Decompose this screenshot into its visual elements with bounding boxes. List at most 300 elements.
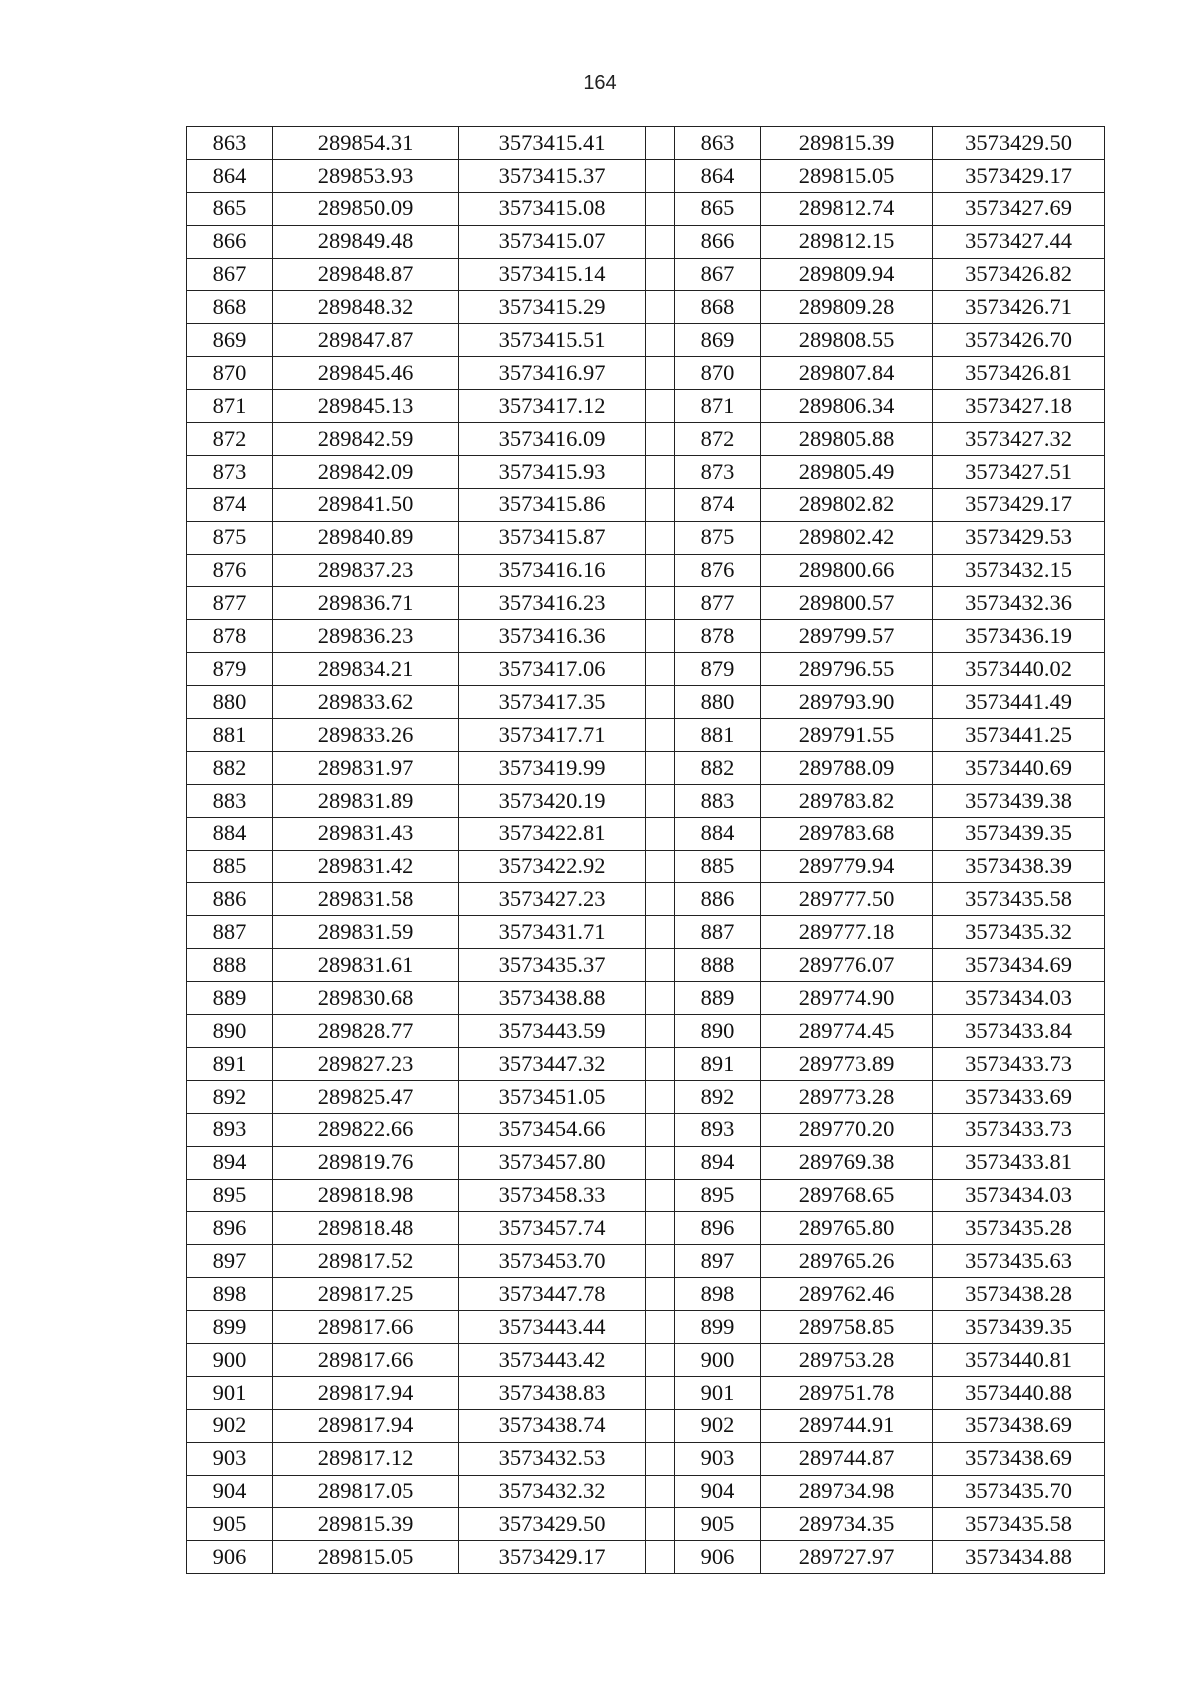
x-coordinate-cell: 289753.28 (761, 1343, 933, 1376)
y-coordinate-cell: 3573432.36 (933, 587, 1105, 620)
y-coordinate-cell: 3573435.63 (933, 1245, 1105, 1278)
x-coordinate-cell: 289758.85 (761, 1311, 933, 1344)
x-coordinate-cell: 289773.89 (761, 1047, 933, 1080)
point-number-cell: 879 (675, 653, 761, 686)
point-number-cell: 885 (675, 850, 761, 883)
x-coordinate-cell: 289836.23 (273, 620, 459, 653)
point-number-cell: 881 (187, 719, 273, 752)
point-number-cell: 871 (675, 390, 761, 423)
point-number-cell: 896 (675, 1212, 761, 1245)
table-row (187, 1179, 1105, 1212)
point-number-cell: 891 (187, 1047, 273, 1080)
y-coordinate-cell: 3573415.29 (459, 291, 646, 324)
point-number-cell: 890 (675, 1015, 761, 1048)
x-coordinate-cell: 289815.39 (761, 127, 933, 160)
spacer-cell (646, 159, 675, 192)
table-row (187, 291, 1105, 324)
point-number-cell: 890 (187, 1015, 273, 1048)
x-coordinate-cell: 289815.05 (761, 159, 933, 192)
x-coordinate-cell: 289809.28 (761, 291, 933, 324)
point-number-cell: 866 (675, 225, 761, 258)
point-number-cell: 898 (675, 1278, 761, 1311)
point-number-cell: 873 (187, 455, 273, 488)
x-coordinate-cell: 289831.61 (273, 949, 459, 982)
table-row (187, 357, 1105, 390)
x-coordinate-cell: 289817.12 (273, 1442, 459, 1475)
table-row (187, 1015, 1105, 1048)
y-coordinate-cell: 3573438.39 (933, 850, 1105, 883)
spacer-cell (646, 719, 675, 752)
y-coordinate-cell: 3573426.71 (933, 291, 1105, 324)
y-coordinate-cell: 3573427.23 (459, 883, 646, 916)
point-number-cell: 899 (675, 1311, 761, 1344)
y-coordinate-cell: 3573457.80 (459, 1146, 646, 1179)
x-coordinate-cell: 289762.46 (761, 1278, 933, 1311)
x-coordinate-cell: 289831.89 (273, 784, 459, 817)
spacer-cell (646, 916, 675, 949)
y-coordinate-cell: 3573433.73 (933, 1113, 1105, 1146)
y-coordinate-cell: 3573447.78 (459, 1278, 646, 1311)
y-coordinate-cell: 3573438.28 (933, 1278, 1105, 1311)
x-coordinate-cell: 289817.94 (273, 1376, 459, 1409)
y-coordinate-cell: 3573435.28 (933, 1212, 1105, 1245)
x-coordinate-cell: 289777.18 (761, 916, 933, 949)
x-coordinate-cell: 289744.91 (761, 1409, 933, 1442)
spacer-cell (646, 1245, 675, 1278)
x-coordinate-cell: 289831.59 (273, 916, 459, 949)
point-number-cell: 896 (187, 1212, 273, 1245)
spacer-cell (646, 784, 675, 817)
x-coordinate-cell: 289825.47 (273, 1080, 459, 1113)
x-coordinate-cell: 289849.48 (273, 225, 459, 258)
point-number-cell: 900 (675, 1343, 761, 1376)
y-coordinate-cell: 3573416.09 (459, 423, 646, 456)
y-coordinate-cell: 3573429.50 (933, 127, 1105, 160)
table-row (187, 1080, 1105, 1113)
point-number-cell: 904 (675, 1475, 761, 1508)
x-coordinate-cell: 289765.26 (761, 1245, 933, 1278)
y-coordinate-cell: 3573438.74 (459, 1409, 646, 1442)
point-number-cell: 894 (187, 1146, 273, 1179)
x-coordinate-cell: 289744.87 (761, 1442, 933, 1475)
point-number-cell: 902 (187, 1409, 273, 1442)
point-number-cell: 872 (675, 423, 761, 456)
x-coordinate-cell: 289840.89 (273, 521, 459, 554)
point-number-cell: 906 (187, 1541, 273, 1574)
point-number-cell: 897 (675, 1245, 761, 1278)
spacer-cell (646, 357, 675, 390)
point-number-cell: 880 (675, 686, 761, 719)
point-number-cell: 883 (187, 784, 273, 817)
x-coordinate-cell: 289817.66 (273, 1311, 459, 1344)
x-coordinate-cell: 289819.76 (273, 1146, 459, 1179)
x-coordinate-cell: 289833.62 (273, 686, 459, 719)
point-number-cell: 900 (187, 1343, 273, 1376)
y-coordinate-cell: 3573416.97 (459, 357, 646, 390)
y-coordinate-cell: 3573447.32 (459, 1047, 646, 1080)
spacer-cell (646, 751, 675, 784)
x-coordinate-cell: 289817.94 (273, 1409, 459, 1442)
table-row (187, 850, 1105, 883)
point-number-cell: 864 (675, 159, 761, 192)
table-row (187, 324, 1105, 357)
spacer-cell (646, 488, 675, 521)
table-row (187, 1212, 1105, 1245)
y-coordinate-cell: 3573427.18 (933, 390, 1105, 423)
y-coordinate-cell: 3573417.06 (459, 653, 646, 686)
y-coordinate-cell: 3573416.36 (459, 620, 646, 653)
y-coordinate-cell: 3573426.70 (933, 324, 1105, 357)
x-coordinate-cell: 289805.49 (761, 455, 933, 488)
point-number-cell: 868 (187, 291, 273, 324)
table-row (187, 751, 1105, 784)
y-coordinate-cell: 3573443.42 (459, 1343, 646, 1376)
y-coordinate-cell: 3573438.83 (459, 1376, 646, 1409)
x-coordinate-cell: 289779.94 (761, 850, 933, 883)
x-coordinate-cell: 289788.09 (761, 751, 933, 784)
spacer-cell (646, 1475, 675, 1508)
x-coordinate-cell: 289853.93 (273, 159, 459, 192)
spacer-cell (646, 1508, 675, 1541)
y-coordinate-cell: 3573453.70 (459, 1245, 646, 1278)
x-coordinate-cell: 289796.55 (761, 653, 933, 686)
spacer-cell (646, 982, 675, 1015)
table-row (187, 1146, 1105, 1179)
x-coordinate-cell: 289817.05 (273, 1475, 459, 1508)
table-row (187, 949, 1105, 982)
y-coordinate-cell: 3573417.71 (459, 719, 646, 752)
x-coordinate-cell: 289830.68 (273, 982, 459, 1015)
point-number-cell: 869 (187, 324, 273, 357)
table-row (187, 1541, 1105, 1574)
y-coordinate-cell: 3573415.07 (459, 225, 646, 258)
table-row (187, 1343, 1105, 1376)
x-coordinate-cell: 289854.31 (273, 127, 459, 160)
point-number-cell: 886 (187, 883, 273, 916)
y-coordinate-cell: 3573435.32 (933, 916, 1105, 949)
spacer-cell (646, 324, 675, 357)
y-coordinate-cell: 3573426.82 (933, 258, 1105, 291)
y-coordinate-cell: 3573416.16 (459, 554, 646, 587)
x-coordinate-cell: 289774.45 (761, 1015, 933, 1048)
table-row (187, 982, 1105, 1015)
x-coordinate-cell: 289847.87 (273, 324, 459, 357)
point-number-cell: 889 (187, 982, 273, 1015)
point-number-cell: 863 (187, 127, 273, 160)
table-row (187, 1278, 1105, 1311)
point-number-cell: 868 (675, 291, 761, 324)
y-coordinate-cell: 3573427.32 (933, 423, 1105, 456)
y-coordinate-cell: 3573436.19 (933, 620, 1105, 653)
y-coordinate-cell: 3573427.44 (933, 225, 1105, 258)
table-row (187, 521, 1105, 554)
y-coordinate-cell: 3573429.53 (933, 521, 1105, 554)
x-coordinate-cell: 289831.58 (273, 883, 459, 916)
x-coordinate-cell: 289845.46 (273, 357, 459, 390)
x-coordinate-cell: 289815.39 (273, 1508, 459, 1541)
point-number-cell: 866 (187, 225, 273, 258)
x-coordinate-cell: 289800.66 (761, 554, 933, 587)
spacer-cell (646, 949, 675, 982)
y-coordinate-cell: 3573458.33 (459, 1179, 646, 1212)
x-coordinate-cell: 289845.13 (273, 390, 459, 423)
table-row (187, 159, 1105, 192)
table-row (187, 916, 1105, 949)
y-coordinate-cell: 3573422.92 (459, 850, 646, 883)
x-coordinate-cell: 289817.25 (273, 1278, 459, 1311)
y-coordinate-cell: 3573432.32 (459, 1475, 646, 1508)
x-coordinate-cell: 289842.09 (273, 455, 459, 488)
spacer-cell (646, 554, 675, 587)
y-coordinate-cell: 3573434.69 (933, 949, 1105, 982)
x-coordinate-cell: 289734.35 (761, 1508, 933, 1541)
x-coordinate-cell: 289800.57 (761, 587, 933, 620)
point-number-cell: 869 (675, 324, 761, 357)
point-number-cell: 887 (675, 916, 761, 949)
spacer-cell (646, 587, 675, 620)
point-number-cell: 863 (675, 127, 761, 160)
x-coordinate-cell: 289831.97 (273, 751, 459, 784)
y-coordinate-cell: 3573433.84 (933, 1015, 1105, 1048)
y-coordinate-cell: 3573429.50 (459, 1508, 646, 1541)
point-number-cell: 878 (187, 620, 273, 653)
table-row (187, 1508, 1105, 1541)
point-number-cell: 897 (187, 1245, 273, 1278)
x-coordinate-cell: 289827.23 (273, 1047, 459, 1080)
y-coordinate-cell: 3573454.66 (459, 1113, 646, 1146)
y-coordinate-cell: 3573417.12 (459, 390, 646, 423)
x-coordinate-cell: 289831.43 (273, 817, 459, 850)
spacer-cell (646, 1311, 675, 1344)
x-coordinate-cell: 289773.28 (761, 1080, 933, 1113)
spacer-cell (646, 1409, 675, 1442)
point-number-cell: 877 (187, 587, 273, 620)
table-row (187, 127, 1105, 160)
y-coordinate-cell: 3573443.44 (459, 1311, 646, 1344)
point-number-cell: 895 (187, 1179, 273, 1212)
point-number-cell: 873 (675, 455, 761, 488)
y-coordinate-cell: 3573439.35 (933, 1311, 1105, 1344)
y-coordinate-cell: 3573415.93 (459, 455, 646, 488)
y-coordinate-cell: 3573434.03 (933, 982, 1105, 1015)
y-coordinate-cell: 3573457.74 (459, 1212, 646, 1245)
x-coordinate-cell: 289802.82 (761, 488, 933, 521)
spacer-cell (646, 1047, 675, 1080)
x-coordinate-cell: 289848.32 (273, 291, 459, 324)
point-number-cell: 864 (187, 159, 273, 192)
x-coordinate-cell: 289842.59 (273, 423, 459, 456)
table-row (187, 817, 1105, 850)
table-row (187, 686, 1105, 719)
x-coordinate-cell: 289836.71 (273, 587, 459, 620)
y-coordinate-cell: 3573438.88 (459, 982, 646, 1015)
x-coordinate-cell: 289837.23 (273, 554, 459, 587)
point-number-cell: 887 (187, 916, 273, 949)
page-number: 164 (583, 72, 617, 94)
y-coordinate-cell: 3573422.81 (459, 817, 646, 850)
spacer-cell (646, 1146, 675, 1179)
point-number-cell: 882 (675, 751, 761, 784)
y-coordinate-cell: 3573440.88 (933, 1376, 1105, 1409)
point-number-cell: 878 (675, 620, 761, 653)
x-coordinate-cell: 289815.05 (273, 1541, 459, 1574)
x-coordinate-cell: 289818.98 (273, 1179, 459, 1212)
point-number-cell: 904 (187, 1475, 273, 1508)
y-coordinate-cell: 3573417.35 (459, 686, 646, 719)
x-coordinate-cell: 289807.84 (761, 357, 933, 390)
point-number-cell: 884 (675, 817, 761, 850)
y-coordinate-cell: 3573440.81 (933, 1343, 1105, 1376)
y-coordinate-cell: 3573427.69 (933, 192, 1105, 225)
y-coordinate-cell: 3573440.02 (933, 653, 1105, 686)
point-number-cell: 880 (187, 686, 273, 719)
y-coordinate-cell: 3573435.58 (933, 883, 1105, 916)
point-number-cell: 898 (187, 1278, 273, 1311)
spacer-cell (646, 850, 675, 883)
table-row (187, 455, 1105, 488)
point-number-cell: 870 (675, 357, 761, 390)
y-coordinate-cell: 3573431.71 (459, 916, 646, 949)
point-number-cell: 884 (187, 817, 273, 850)
y-coordinate-cell: 3573441.25 (933, 719, 1105, 752)
point-number-cell: 889 (675, 982, 761, 1015)
x-coordinate-cell: 289818.48 (273, 1212, 459, 1245)
y-coordinate-cell: 3573415.51 (459, 324, 646, 357)
table-row (187, 620, 1105, 653)
point-number-cell: 867 (187, 258, 273, 291)
spacer-cell (646, 521, 675, 554)
point-number-cell: 874 (187, 488, 273, 521)
spacer-cell (646, 1179, 675, 1212)
point-number-cell: 886 (675, 883, 761, 916)
point-number-cell: 881 (675, 719, 761, 752)
point-number-cell: 888 (187, 949, 273, 982)
point-number-cell: 870 (187, 357, 273, 390)
y-coordinate-cell: 3573433.73 (933, 1047, 1105, 1080)
spacer-cell (646, 1015, 675, 1048)
spacer-cell (646, 1541, 675, 1574)
x-coordinate-cell: 289774.90 (761, 982, 933, 1015)
spacer-cell (646, 423, 675, 456)
x-coordinate-cell: 289831.42 (273, 850, 459, 883)
x-coordinate-cell: 289776.07 (761, 949, 933, 982)
y-coordinate-cell: 3573438.69 (933, 1409, 1105, 1442)
spacer-cell (646, 258, 675, 291)
point-number-cell: 891 (675, 1047, 761, 1080)
table-row (187, 883, 1105, 916)
y-coordinate-cell: 3573439.38 (933, 784, 1105, 817)
point-number-cell: 876 (187, 554, 273, 587)
point-number-cell: 902 (675, 1409, 761, 1442)
y-coordinate-cell: 3573435.70 (933, 1475, 1105, 1508)
point-number-cell: 882 (187, 751, 273, 784)
point-number-cell: 893 (675, 1113, 761, 1146)
spacer-cell (646, 1442, 675, 1475)
spacer-cell (646, 455, 675, 488)
point-number-cell: 893 (187, 1113, 273, 1146)
point-number-cell: 905 (187, 1508, 273, 1541)
x-coordinate-cell: 289805.88 (761, 423, 933, 456)
y-coordinate-cell: 3573415.08 (459, 192, 646, 225)
spacer-cell (646, 1080, 675, 1113)
point-number-cell: 865 (675, 192, 761, 225)
spacer-cell (646, 1278, 675, 1311)
point-number-cell: 895 (675, 1179, 761, 1212)
x-coordinate-cell: 289817.52 (273, 1245, 459, 1278)
coordinates-table (186, 126, 1105, 1574)
x-coordinate-cell: 289791.55 (761, 719, 933, 752)
spacer-cell (646, 291, 675, 324)
point-number-cell: 874 (675, 488, 761, 521)
table-row (187, 258, 1105, 291)
table-row (187, 719, 1105, 752)
y-coordinate-cell: 3573439.35 (933, 817, 1105, 850)
y-coordinate-cell: 3573415.14 (459, 258, 646, 291)
table-row (187, 225, 1105, 258)
point-number-cell: 879 (187, 653, 273, 686)
y-coordinate-cell: 3573420.19 (459, 784, 646, 817)
point-number-cell: 903 (675, 1442, 761, 1475)
x-coordinate-cell: 289809.94 (761, 258, 933, 291)
x-coordinate-cell: 289783.68 (761, 817, 933, 850)
spacer-cell (646, 620, 675, 653)
x-coordinate-cell: 289828.77 (273, 1015, 459, 1048)
y-coordinate-cell: 3573429.17 (459, 1541, 646, 1574)
spacer-cell (646, 225, 675, 258)
table-row (187, 1409, 1105, 1442)
x-coordinate-cell: 289783.82 (761, 784, 933, 817)
table-row (187, 587, 1105, 620)
point-number-cell: 872 (187, 423, 273, 456)
table-row (187, 1442, 1105, 1475)
y-coordinate-cell: 3573415.86 (459, 488, 646, 521)
point-number-cell: 883 (675, 784, 761, 817)
x-coordinate-cell: 289806.34 (761, 390, 933, 423)
table-row (187, 653, 1105, 686)
x-coordinate-cell: 289768.65 (761, 1179, 933, 1212)
table-row (187, 1475, 1105, 1508)
y-coordinate-cell: 3573434.03 (933, 1179, 1105, 1212)
x-coordinate-cell: 289734.98 (761, 1475, 933, 1508)
y-coordinate-cell: 3573435.58 (933, 1508, 1105, 1541)
x-coordinate-cell: 289808.55 (761, 324, 933, 357)
point-number-cell: 875 (187, 521, 273, 554)
point-number-cell: 877 (675, 587, 761, 620)
spacer-cell (646, 653, 675, 686)
y-coordinate-cell: 3573415.41 (459, 127, 646, 160)
x-coordinate-cell: 289727.97 (761, 1541, 933, 1574)
table-row (187, 1047, 1105, 1080)
y-coordinate-cell: 3573435.37 (459, 949, 646, 982)
point-number-cell: 892 (675, 1080, 761, 1113)
y-coordinate-cell: 3573441.49 (933, 686, 1105, 719)
x-coordinate-cell: 289777.50 (761, 883, 933, 916)
x-coordinate-cell: 289799.57 (761, 620, 933, 653)
point-number-cell: 906 (675, 1541, 761, 1574)
y-coordinate-cell: 3573433.69 (933, 1080, 1105, 1113)
point-number-cell: 885 (187, 850, 273, 883)
point-number-cell: 871 (187, 390, 273, 423)
y-coordinate-cell: 3573433.81 (933, 1146, 1105, 1179)
x-coordinate-cell: 289841.50 (273, 488, 459, 521)
table-row (187, 554, 1105, 587)
y-coordinate-cell: 3573416.23 (459, 587, 646, 620)
table-row (187, 192, 1105, 225)
x-coordinate-cell: 289834.21 (273, 653, 459, 686)
table-row (187, 1245, 1105, 1278)
y-coordinate-cell: 3573415.37 (459, 159, 646, 192)
y-coordinate-cell: 3573434.88 (933, 1541, 1105, 1574)
